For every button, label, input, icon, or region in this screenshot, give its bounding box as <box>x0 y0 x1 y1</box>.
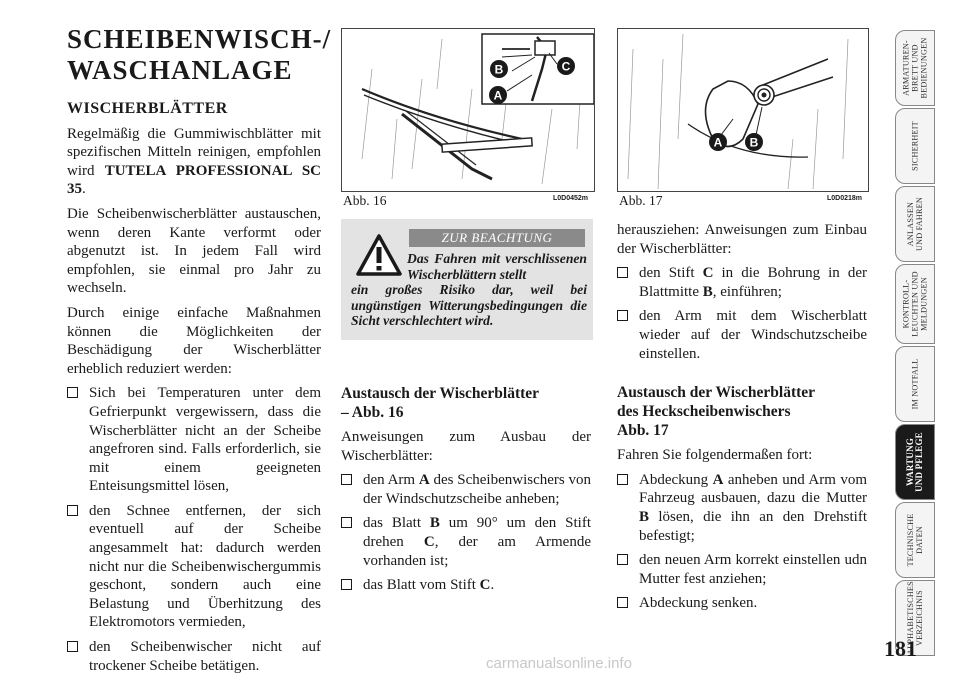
checkbox-bullet-icon <box>617 310 628 321</box>
figure-17-code: L0D0218m <box>827 195 863 202</box>
checkbox-bullet-icon <box>617 597 628 608</box>
figure-16-label: C <box>561 59 571 74</box>
list-item: den Arm mit dem Wischerblatt wieder auf der Windschutzscheibe einstellen. <box>617 307 867 363</box>
figure-17-label: B <box>749 135 759 150</box>
warning-text: Das Fahren mit verschlissenen Wischerblättern stellt ein großes Risiko dar, weil bei ungünstigen Witterungsbedingungen die Sicht verschlechtert wird. <box>351 251 587 329</box>
checkbox-bullet-icon <box>341 579 352 590</box>
paragraph-replace: Die Scheibenwischerblätter austauschen, wenn deren Kante verformt oder abgenutzt ist. In jedem Fall wird empfohlen, sie einmal pro Jahr zu wechseln. <box>67 205 321 297</box>
tab-verzeichnis[interactable]: ALPHABETISCHES VERZEICHNIS <box>895 580 935 656</box>
column-left <box>67 24 332 681</box>
tab-kontrollleuchten[interactable]: KONTROLL- LEUCHTEN UND MELDUNGEN <box>895 264 935 344</box>
column-middle <box>341 384 591 601</box>
list-item: den Scheibenwischer nicht auf trockener Scheibe betätigen. <box>67 638 321 675</box>
rear-wiper-illustration <box>618 29 868 191</box>
tab-armaturenbrett[interactable]: ARMATUREN- BRETT UND BEDIENUNGEN <box>895 30 935 106</box>
list-item: den Arm A des Scheibenwischers von der Windschutzscheibe anheben; <box>341 471 591 508</box>
checkbox-bullet-icon <box>67 505 78 516</box>
figure-17-image <box>617 28 869 192</box>
install-steps-list <box>617 264 867 363</box>
watermark: carmanualsonline.info <box>486 655 632 672</box>
tab-anlassen[interactable]: ANLASSEN UND FAHREN <box>895 186 935 262</box>
paragraph-measures: Durch einige einfache Maßnahmen können die Möglichkeiten der Beschädigung der Wischerblätter erheblich reduziert werden: <box>67 304 321 377</box>
checkbox-bullet-icon <box>67 641 78 652</box>
checkbox-bullet-icon <box>341 474 352 485</box>
section-heading: WISCHERBLÄTTER <box>67 100 228 117</box>
list-item: das Blatt B um 90° um den Stift drehen C, der am Armende vorhanden ist; <box>341 514 591 570</box>
rear-steps-list <box>617 471 867 613</box>
tab-sicherheit[interactable]: SICHERHEIT <box>895 108 935 184</box>
list-item: Sich bei Temperaturen unter dem Gefrierpunkt vergewissern, dass die Wischerblätter nicht an der Scheibe angefroren sind. Falls erforderlich, sie mit einem geeigneten Enteisungsmittel lösen, <box>67 384 321 496</box>
list-item: Abdeckung senken. <box>617 594 867 613</box>
checkbox-bullet-icon <box>67 387 78 398</box>
tab-wartung[interactable]: WARTUNG UND PFLEGE <box>895 424 935 500</box>
column-right <box>617 221 867 619</box>
figure-16-label: A <box>493 88 503 103</box>
list-item: den neuen Arm korrekt einstellen udn Mutter fest anziehen; <box>617 551 867 588</box>
figure-16-caption: Abb. 16 <box>343 193 387 208</box>
warning-box <box>341 219 593 340</box>
checkbox-bullet-icon <box>617 474 628 485</box>
paragraph-install-intro: herausziehen: Anweisungen zum Einbau der Wischerblätter: <box>617 222 867 257</box>
paragraph-rear-intro: Fahren Sie folgendermaßen fort: <box>617 447 813 464</box>
subheading-wiper-replace: Austausch der Wischerblätter – Abb. 16 <box>341 385 540 421</box>
list-item: den Stift C in die Bohrung in der Blattmitte B, einführen; <box>617 264 867 301</box>
figure-17-label: A <box>713 135 723 150</box>
tab-im-notfall[interactable]: IM NOTFALL <box>895 346 935 422</box>
paragraph-removal-intro: Anweisungen zum Ausbau der Wischerblätter: <box>341 429 591 464</box>
measures-list <box>67 384 321 675</box>
paragraph-cleaning: Regelmäßig die Gummiwischblätter mit spezifischen Mitteln reinigen, empfohlen wird TUTELA PROFESSIONAL SC 35. <box>67 125 321 198</box>
checkbox-bullet-icon <box>341 517 352 528</box>
page-number: 181 <box>884 636 917 661</box>
list-item: den Schnee entfernen, der sich eventuell auf der Scheibe angesammelt hat: dadurch werden nicht nur die Scheibenwischergummis geschont, sondern auch eine Belastung und Überhitzung des Elektromotors vermieden, <box>67 502 321 632</box>
checkbox-bullet-icon <box>617 267 628 278</box>
figure-16-code: L0D0452m <box>553 195 589 202</box>
wiper-arm-illustration <box>342 29 594 191</box>
figure-16-image <box>341 28 595 192</box>
removal-steps-list <box>341 471 591 595</box>
page-title: SCHEIBENWISCH-/ WASCHANLAGE <box>67 24 332 85</box>
tab-technische-daten[interactable]: TECHNISCHE DATEN <box>895 502 935 578</box>
figure-17-caption: Abb. 17 <box>619 193 663 208</box>
warning-tag: ZUR BEACHTUNG <box>409 229 585 247</box>
checkbox-bullet-icon <box>617 554 628 565</box>
subheading-rear-wiper: Austausch der Wischerblätter des Heckscheibenwischers Abb. 17 <box>617 384 816 440</box>
figure-16-label: B <box>494 62 504 77</box>
list-item: Abdeckung A anheben und Arm vom Fahrzeug ausbauen, dazu die Mutter B lösen, die ihn an den Drehstift befestigt; <box>617 471 867 545</box>
list-item: das Blatt vom Stift C. <box>341 576 591 595</box>
